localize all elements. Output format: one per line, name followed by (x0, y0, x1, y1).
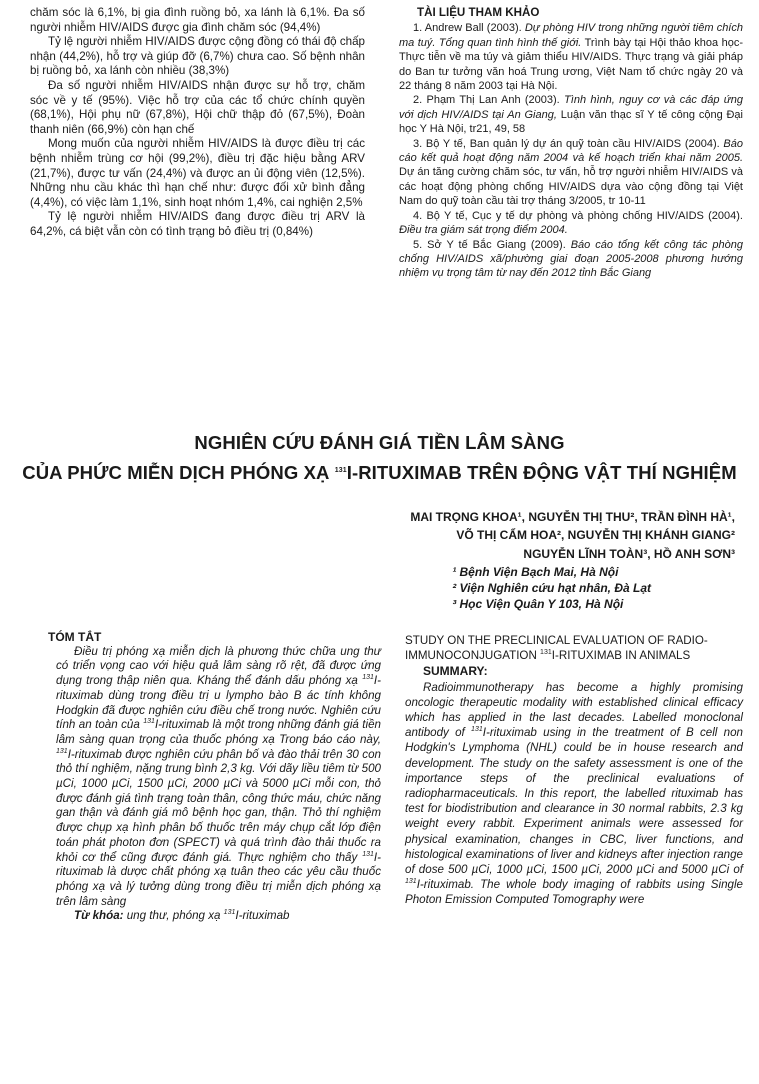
reference-item (399, 238, 743, 281)
text: Điều trị phóng xạ miễn dịch là phương thức chữa ung thư có triển vọng cao với hiệu quả lâm sàng rõ rệt, đã được ứng dụng trong thập niên qua. Kháng thể đánh dấu phóng xạ (56, 644, 381, 688)
ref-title: Báo cáo tổng kết công tác phòng chống HIV/AIDS xã/phường giai đoạn 2005-2008 phương hướng nhiệm vụ trọng tâm từ nay đến 2012 tỉnh Bắc Giang (399, 238, 743, 280)
reference-item (399, 209, 743, 238)
keywords-label: Từ khóa: (74, 909, 124, 923)
paragraph: Tỷ lệ người nhiễm HIV/AIDS đang được điều trị ARV là 64,2%, cá biệt vẫn còn có tình trạng bỏ điều trị (0,84%) (30, 210, 365, 238)
text: I-rituximab là dược chất phóng xạ tuân theo các yêu cầu thuốc phóng xạ và lý tưởng dùng trong điều trị miễn dịch phóng xạ trên lâm sàng (56, 850, 381, 908)
title-text: CỦA PHỨC MIỄN DỊCH PHÓNG XẠ (22, 462, 335, 483)
references-heading: TÀI LIỆU THAM KHẢO (417, 6, 540, 19)
abstract-text (56, 645, 381, 910)
text: STUDY ON THE PRECLINICAL EVALUATION OF RADIO-IMMUNOCONJUGATION (405, 634, 708, 663)
ref-title: Tình hình, nguy cơ và các đáp ứng với dịch HIV/AIDS tại An Giang, (399, 94, 744, 121)
isotope-superscript: 131 (56, 747, 68, 755)
ref-author: 2. Phạm Thị Lan Anh (2003). (413, 94, 565, 107)
author-line: MAI TRỌNG KHOA¹, NGUYỄN THỊ THU², TRẦN ĐÌNH HÀ¹, (410, 510, 735, 524)
affiliation: ³ Học Viện Quân Y 103, Hà Nội (452, 597, 624, 612)
abstract-english (405, 633, 743, 908)
isotope-superscript: 131 (143, 718, 155, 726)
isotope-superscript: 131 (362, 850, 374, 858)
text: I-rituximab. The whole body imaging of rabbits using Single Photon Emission Computed Tomography were (405, 878, 743, 907)
article-title (0, 428, 759, 488)
text: I-rituximab using in the treatment of B cell non Hodgkin's Lymphoma (NHL) could be in house research and development. The study on the safety assessment is one of the importance steps of the preclinical evaluations of radiopharmaceuticals. In this report, the labelled rituximab has test for biodistribution and clearance in 30 normal rabbits, 2.3 kg weight every rabbit. Experiment animals were assessed for physical examination, changes in CBC, liver functions, and histological examinations of liver and kidneys after injection range of dose 500 µCi, 1000 µCi, 1500 µCi, 2000 µCi and 5000 µCi of (405, 726, 743, 877)
ref-title: Điều tra giám sát trọng điểm 2004. (399, 224, 568, 237)
author-line: NGUYỄN LĨNH TOÀN³, HỒ ANH SƠN³ (523, 546, 735, 561)
affiliation-list (452, 564, 651, 613)
ref-details: Trình bày tại Hội thảo khoa học-Thực tiễn về ma túy và giảm thiểu HIV/AIDS. Thực trạng và giải pháp do Ban tư tưởng văn hoá Trung ương, Việt Nam tổ chức ngày 20 và 22 tháng 8 năm 2003 tại Hà Nội. (399, 36, 743, 93)
ref-author: 5. Sở Y tế Bắc Giang (2009). (413, 238, 571, 251)
paragraph: chăm sóc là 6,1%, bị gia đình ruồng bỏ, xa lánh là 6,1%. Đa số người nhiễm HIV/AIDS được gia đình chăm sóc (94,4%) (30, 6, 365, 34)
isotope-superscript: 131 (405, 878, 417, 886)
ref-title: Dự phòng HIV trong những người tiêm chích ma tuý. Tổng quan tình hình thế giới. (399, 22, 743, 49)
title-line-2 (0, 458, 759, 488)
text: I-rituximab (235, 909, 290, 923)
keywords (56, 909, 381, 924)
previous-article-conclusion (30, 6, 365, 240)
affiliation: ² Viện Nghiên cứu hạt nhân, Đà Lạt (452, 581, 651, 596)
text: ung thư, phóng xạ (123, 909, 224, 923)
ref-title: Báo cáo kết quả hoạt động năm 2004 và kế hoạch triển khai năm 2005. (399, 137, 743, 165)
isotope-superscript: 131 (334, 466, 347, 474)
paragraph: Tỷ lệ người nhiễm HIV/AIDS được cộng đồng có thái độ chấp nhận (44,2%), hỗ trợ và giúp đỡ (6,7%) chưa cao. Số bệnh nhân bị ruồng bỏ, xa lánh còn nhiều (38,3%) (30, 35, 365, 78)
paragraph: Mong muốn của người nhiễm HIV/AIDS là được điều trị các bệnh nhiễm trùng cơ hội (99,2%), điều trị đặc hiệu bằng ARV (21,7%), được tư vấn (24,4%) và được an ủi động viên (12,5%). Những nhu cầu khác thì hạn chế như: được đối xử bình đẳng (4,4%), có việc làm 1,1%, sinh hoạt nhóm 1,4%, cai nghiện 2,5% (30, 137, 365, 209)
ref-author: 3. Bộ Y tế, Ban quản lý dự án quỹ toàn cầu HIV/AIDS (2004). (413, 137, 724, 150)
ref-author: 1. Andrew Ball (2003). (413, 22, 525, 35)
abstract-vietnamese (48, 630, 381, 924)
isotope-superscript: 131 (471, 726, 483, 734)
title-line-1: NGHIÊN CỨU ĐÁNH GIÁ TIỀN LÂM SÀNG (194, 432, 565, 453)
author-line: VÕ THỊ CẨM HOA², NGUYỄN THỊ KHÁNH GIANG² (456, 528, 735, 543)
text: I-rituximab được nghiên cứu phân bố và đào thải trên 30 con thỏ thí nghiệm, nặng trung bình 2,3 kg. Với dãy liều tiêm từ 500 µCi, 1000 µCi, 1500 µCi, 2000 µCi và 5000 µCi mỗi con, thỏ được đánh giá tình trạng toàn thân, công thức máu, chức năng gan thận và đánh giá mô bệnh học gan, thận. Thỏ thí nghiệm được chụp xạ hình phân bố thuốc trên máy chụp cắt lớp điện toán phát photon đơn (SPECT) và quá trình đào thải thuốc ra khỏi cơ thể cũng được đánh giá. Thực nghiệm cho thấy (56, 747, 381, 864)
isotope-superscript: 131 (362, 674, 374, 682)
text: I-rituximab là một trong những đánh giá tiền lâm sàng quan trọng của thuốc phóng xạ Trong báo cáo này, (56, 718, 381, 746)
ref-details: Dự án tăng cường chăm sóc, tư vấn, hỗ trợ người nhiễm HIV/AIDS và các hoạt động phòng chống HIV/AIDS dựa vào cộng đồng tại Việt Nam do quỹ toàn cầu tài trợ tháng 3/2005, tr 10-11 (399, 166, 743, 208)
ref-details: Luận văn thạc sĩ Y tế công cộng Đại học Y Hà Nội, tr21, 49, 58 (399, 108, 743, 136)
ref-author: 4. Bộ Y tế, Cục y tế dự phòng và phòng chống HIV/AIDS (2004). (413, 209, 743, 222)
reference-item (399, 93, 743, 136)
reference-item (399, 137, 743, 209)
reference-item (399, 21, 743, 93)
title-text: I-RITUXIMAB TRÊN ĐỘNG VẬT THÍ NGHIỆM (346, 462, 737, 483)
isotope-superscript: 131 (223, 909, 236, 917)
text: I-rituximab dùng trong điều trị u lympho bào B ác tính không Hodgkin đã được nghiên cứu điều chế trong nước. Nghiên cứu tính an toàn của (56, 674, 381, 732)
isotope-superscript: 131 (540, 649, 552, 657)
references-section (399, 6, 743, 281)
summary-text (405, 680, 743, 908)
abstract-heading: TÓM TẮT (48, 630, 102, 644)
english-title (405, 633, 743, 663)
summary-heading: SUMMARY: (423, 664, 488, 679)
paragraph: Đa số người nhiễm HIV/AIDS nhận được sự hỗ trợ, chăm sóc về y tế (95%). Việc hỗ trợ của các tổ chức chính quyền (68,1%), Hội phụ nữ (67,8%), Hội chữ thập đỏ (67,5%), Đoàn thanh niên (66,9%) còn hạn chế (30, 78, 365, 136)
affiliation: ¹ Bệnh Viện Bạch Mai, Hà Nội (452, 565, 619, 579)
text: Radioimmunotherapy has become a highly promising oncologic therapeutic modality with established clinical efficacy which has applied in the last decades. Labelled monoclonal antibody of (405, 680, 743, 740)
text: I-RITUXIMAB IN ANIMALS (551, 649, 691, 663)
author-list (295, 508, 735, 563)
